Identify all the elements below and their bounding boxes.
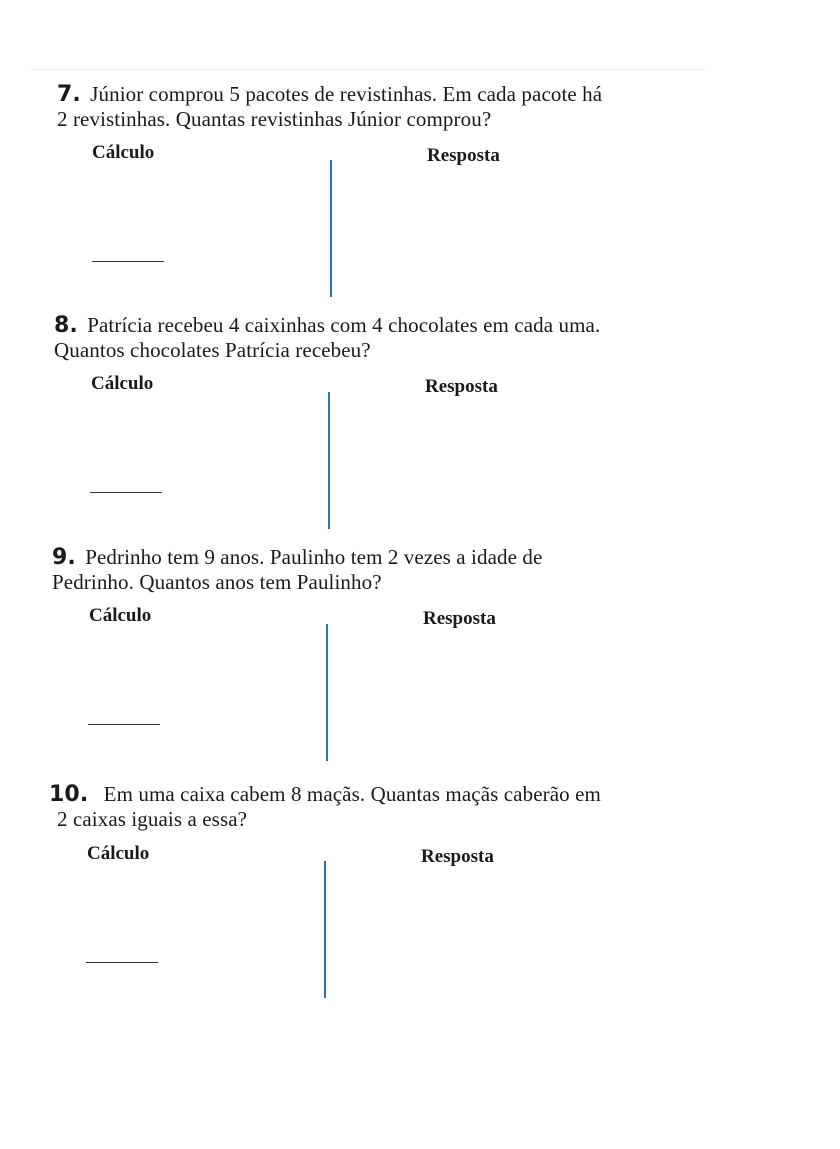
question-line-1: Patrícia recebeu 4 caixinhas com 4 chocolates em cada uma. (87, 313, 601, 337)
column-divider (326, 624, 328, 761)
question-line-2: 2 caixas iguais a essa? (57, 807, 248, 831)
question-text (49, 782, 709, 832)
question-text (54, 313, 714, 363)
question-number: 8. (54, 313, 78, 338)
question-number: 10. (49, 782, 89, 807)
question-text (52, 545, 712, 595)
answer-blank-line[interactable] (90, 492, 162, 493)
answer-label: Resposta (425, 376, 498, 397)
question-line-2: Pedrinho. Quantos anos tem Paulinho? (52, 570, 382, 594)
question-line-1: Júnior comprou 5 pacotes de revistinhas. Em cada pacote há (90, 82, 603, 106)
question-number: 9. (52, 545, 76, 570)
calculation-label: Cálculo (87, 843, 150, 864)
question-line-2: Quantos chocolates Patrícia recebeu? (54, 338, 371, 362)
calculation-label: Cálculo (92, 142, 155, 163)
question-number: 7. (57, 82, 81, 107)
answer-blank-line[interactable] (92, 261, 164, 262)
column-divider (324, 861, 326, 998)
column-divider (328, 392, 330, 529)
question-line-2: 2 revistinhas. Quantas revistinhas Júnior comprou? (57, 107, 492, 131)
calculation-label: Cálculo (89, 605, 152, 626)
question-line-1: Pedrinho tem 9 anos. Paulinho tem 2 vezes a idade de (85, 545, 543, 569)
answer-label: Resposta (421, 846, 494, 867)
answer-blank-line[interactable] (88, 724, 160, 725)
answer-blank-line[interactable] (86, 962, 158, 963)
answer-label: Resposta (423, 608, 496, 629)
question-line-1: Em uma caixa cabem 8 maçãs. Quantas maçãs caberão em (103, 782, 601, 806)
calculation-label: Cálculo (91, 373, 154, 394)
answer-label: Resposta (427, 145, 500, 166)
